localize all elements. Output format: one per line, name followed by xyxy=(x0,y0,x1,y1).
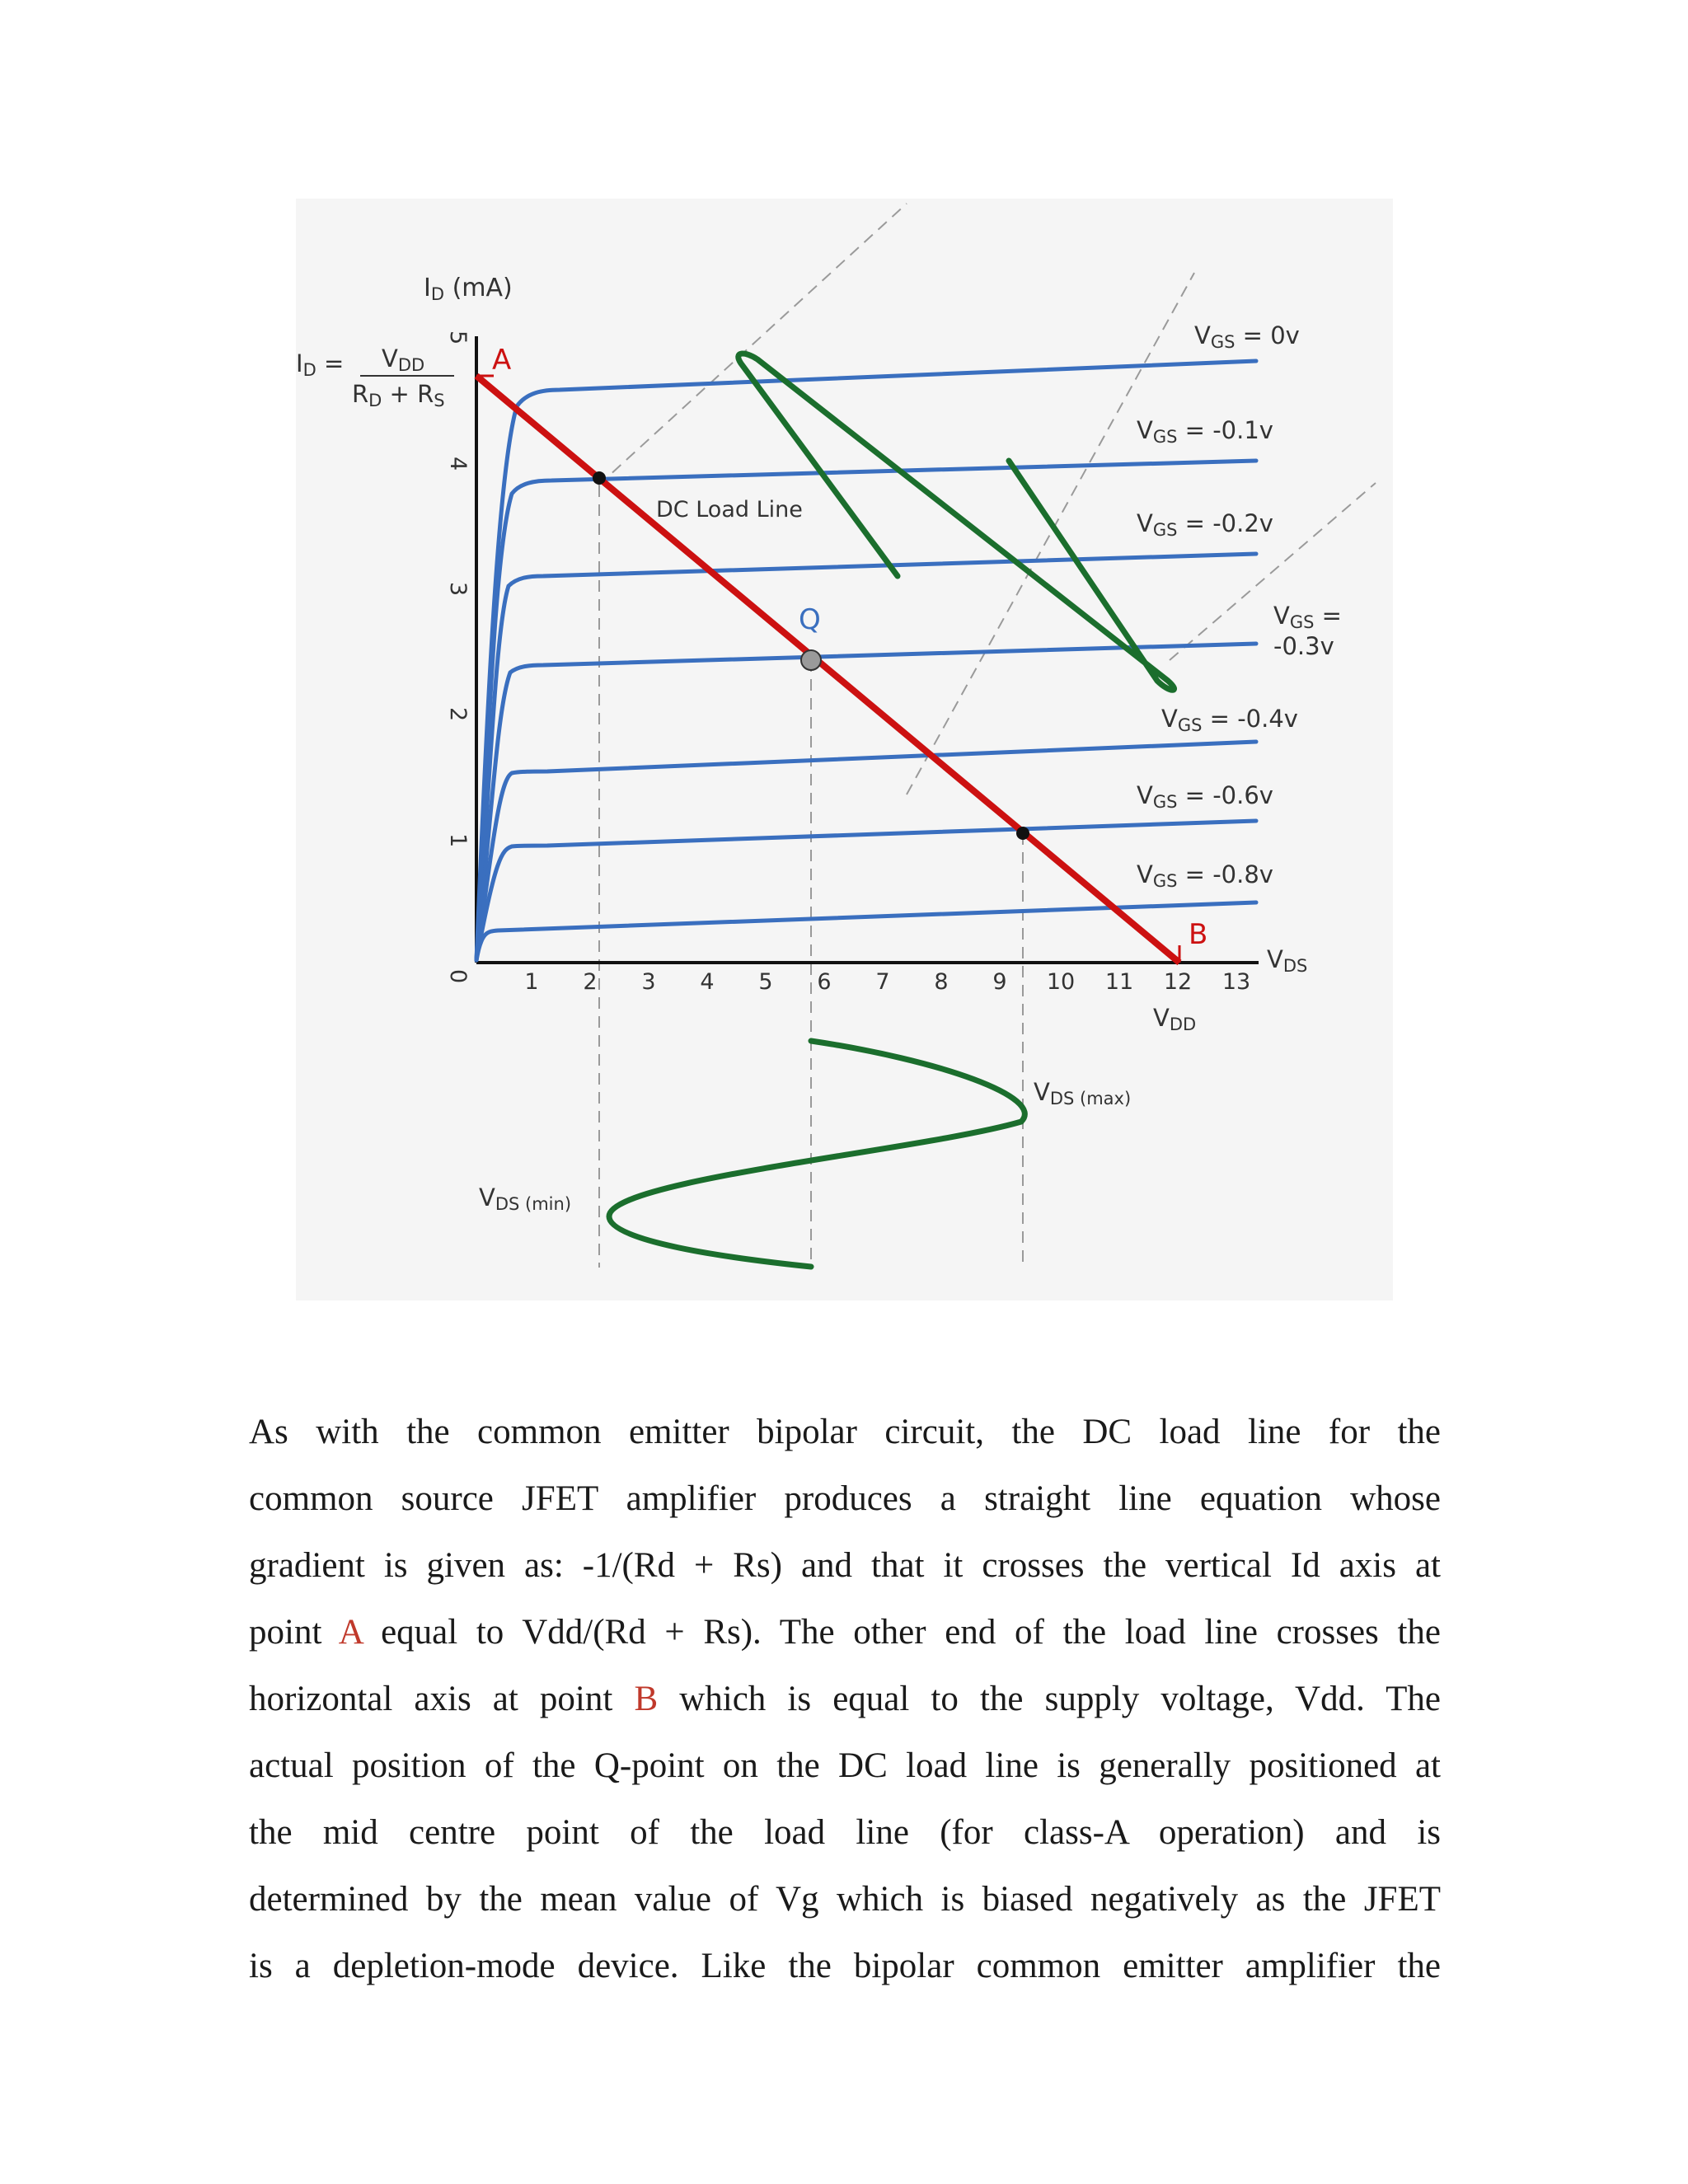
vgs-label-0v: VGS = 0v xyxy=(1194,321,1300,352)
vgs-label-0.8v: VGS = -0.8v xyxy=(1137,860,1273,891)
y-axis-label: ID (mA) xyxy=(424,274,513,304)
jfet-load-line-figure xyxy=(296,199,1393,1301)
x-tick-label: 4 xyxy=(700,969,715,995)
body-paragraph xyxy=(249,1399,1441,1999)
gate-signal-swing xyxy=(738,354,1175,690)
y-tick-label: 3 xyxy=(445,582,471,597)
svg-text:ID =: ID = xyxy=(296,349,345,380)
paragraph-line: is a depletion-mode device. Like the bipolar common emitter amplifier the xyxy=(249,1947,1441,1985)
y-ticks xyxy=(445,330,471,983)
paragraph-line: As with the common emitter bipolar circuit, the DC load line for the xyxy=(249,1413,1441,1451)
vgs-labels xyxy=(1137,321,1342,891)
x-tick-label: 8 xyxy=(934,969,949,995)
vgs-label-0.6v: VGS = -0.6v xyxy=(1137,781,1273,812)
x-ticks xyxy=(524,969,1250,995)
x-tick-label: 12 xyxy=(1163,969,1193,995)
vds-max-label: VDS (max) xyxy=(1034,1078,1132,1108)
vgs-label-0.2v: VGS = -0.2v xyxy=(1137,509,1273,540)
x-tick-label: 5 xyxy=(758,969,773,995)
svg-text:VDD: VDD xyxy=(382,344,425,375)
x-tick-label: 11 xyxy=(1104,969,1134,995)
paragraph-line: gradient is given as: -1/(Rd + Rs) and that it crosses the vertical Id axis at xyxy=(249,1546,1441,1585)
paragraph-line: common source JFET amplifier produces a straight line equation whose xyxy=(249,1479,1441,1518)
vgs-label-0.3v-value: -0.3v xyxy=(1273,632,1334,660)
vdd-label: VDD xyxy=(1153,1004,1197,1034)
paragraph-line: actual position of the Q-point on the DC load line is generally positioned at xyxy=(249,1746,1441,1785)
x-tick-label: 6 xyxy=(817,969,832,995)
x-tick-label: 2 xyxy=(583,969,598,995)
paragraph-line: horizontal axis at point B which is equal to the supply voltage, Vdd. The xyxy=(249,1680,1441,1718)
svg-text:RD + RS: RD + RS xyxy=(352,380,445,410)
paragraph-line: point A equal to Vdd/(Rd + Rs). The other end of the load line crosses the xyxy=(249,1613,1441,1652)
vds-max-point xyxy=(1016,827,1029,840)
vgs-label-0.3v: VGS = xyxy=(1273,602,1342,632)
y-tick-label: 4 xyxy=(445,457,471,471)
y-tick-label: 1 xyxy=(445,833,471,848)
x-tick-label: 7 xyxy=(875,969,890,995)
point-q-label: Q xyxy=(799,603,821,636)
y-tick-label: 5 xyxy=(445,330,471,345)
x-tick-label: 13 xyxy=(1221,969,1251,995)
y-tick-label: 2 xyxy=(445,707,471,722)
x-tick-label: 10 xyxy=(1046,969,1076,995)
point-b-reference: B xyxy=(634,1680,659,1718)
id-formula xyxy=(296,344,454,410)
characteristic-curves-diagram xyxy=(296,199,1393,1301)
paragraph-line: determined by the mean value of Vg which is biased negatively as the JFET xyxy=(249,1880,1441,1919)
q-point xyxy=(801,650,821,670)
vgs-label-0.4v: VGS = -0.4v xyxy=(1161,705,1298,735)
paragraph-line: the mid centre point of the load line (for class-A operation) and is xyxy=(249,1813,1441,1852)
point-b-label: B xyxy=(1189,918,1208,951)
signal-swings xyxy=(609,354,1175,1267)
x-tick-label: 3 xyxy=(641,969,656,995)
vds-min-point xyxy=(593,471,606,485)
vds-min-label: VDS (min) xyxy=(479,1183,572,1214)
x-tick-label: 1 xyxy=(524,969,539,995)
vgs-label-0.1v: VGS = -0.1v xyxy=(1137,416,1273,447)
y-tick-label: 0 xyxy=(445,969,471,984)
point-a-label: A xyxy=(492,344,512,377)
point-a-reference: A xyxy=(338,1613,363,1652)
dc-load-line-label: DC Load Line xyxy=(656,497,803,523)
x-axis-label: VDS xyxy=(1267,945,1308,976)
output-signal-swing xyxy=(609,1041,1025,1267)
curve-vgs-0.6v xyxy=(476,821,1256,960)
x-tick-label: 9 xyxy=(992,969,1007,995)
